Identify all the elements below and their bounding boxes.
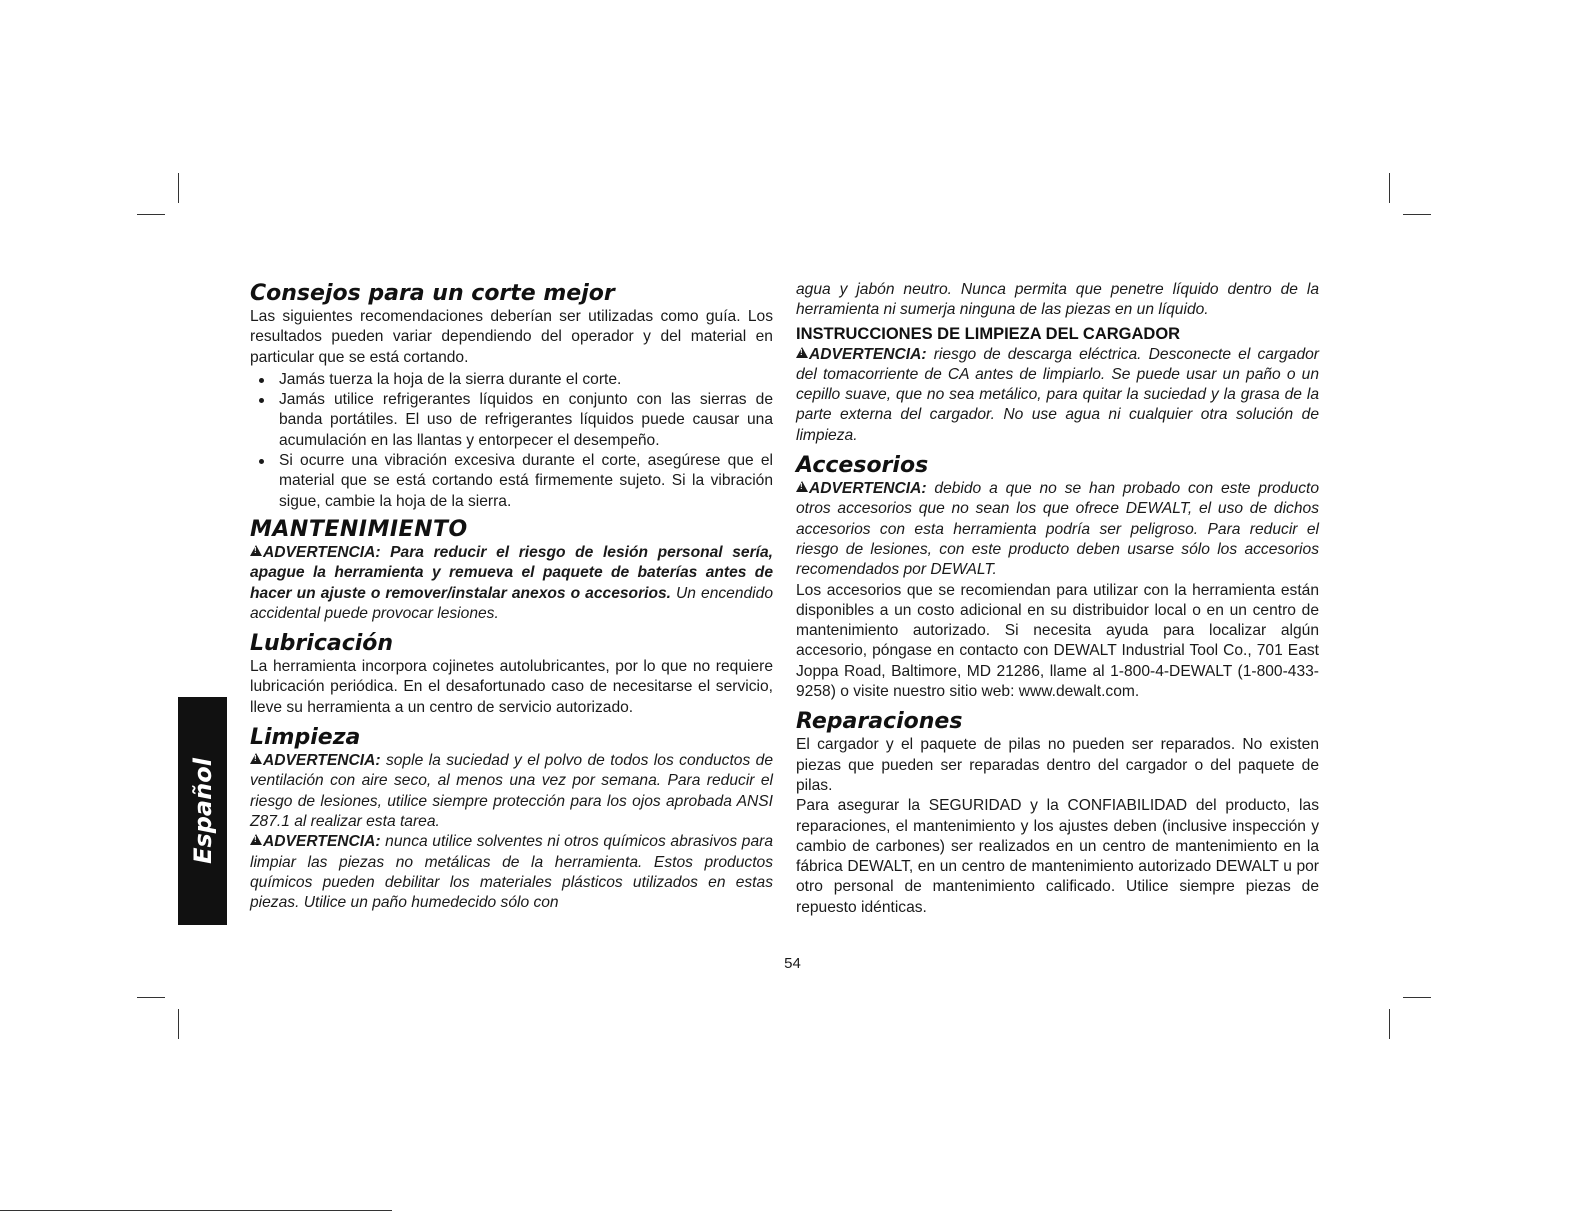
crop-mark [1403,997,1431,998]
accesorios-text: Los accesorios que se recomiendan para utilizar con la herramienta están disponibles a un costo adicional en su distribuidor local o en un centro de mantenimiento autorizado. Si necesita ayuda para localizar algún accesorio, póngase en contacto con DEWALT Industrial Tool Co., 701 East Joppa Road, Baltimore, MD 21286, llame al 1-800-4-DEWALT (1-800-433-9258) o visite nuestro sitio web: www.dewalt.com. [796,581,1319,701]
list-item: Si ocurre una vibración excesiva durante el corte, asegúrese que el material que se está cortando está firmemente sujeto. Si la vibración sigue, cambie la hoja de la sierra. [250,451,773,512]
limpieza-warning-1: !ADVERTENCIA: sople la suciedad y el polvo de todos los conductos de ventilación con aire seco, al menos una vez por semana. Para reducir el riesgo de lesiones, utilice siempre protección para los ojos aprobada ANSI Z87.1 al realizar esta tarea. [250,751,773,832]
language-tab-label: Español [188,758,217,864]
limpieza-warning-2: !ADVERTENCIA: nunca utilice solventes ni otros químicos abrasivos para limpiar las piezas no metálicas de la herramienta. Estos productos químicos pueden debilitar los materiales plásticos utilizados en estas piezas. Utilice un paño humedecido sólo con [250,832,773,913]
limpieza-heading: Limpieza [250,725,361,751]
bottom-rule [0,1210,392,1211]
warning-triangle-icon [796,347,808,358]
consejos-list [250,370,773,512]
bullet-icon [259,378,264,383]
warning-triangle-icon [250,545,262,556]
crop-mark [1389,1009,1390,1039]
accesorios-heading: Accesorios [796,453,929,479]
bullet-icon [259,459,264,464]
accesorios-warning: !ADVERTENCIA: debido a que no se han probado con este producto otros accesorios que no sean los que ofrece DEWALT, el uso de dichos accesorios con esta herramienta podría ser peligroso. Para reducir el riesgo de lesiones, con este producto deben usarse sólo los accesorios recomendados por DEWALT. [796,479,1319,580]
page-number: 54 [784,955,801,972]
crop-mark [1389,173,1390,203]
crop-mark [137,997,165,998]
lubricacion-text: La herramienta incorpora cojinetes autolubricantes, por lo que no requiere lubricación periódica. En el desafortunado caso de necesitarse el servicio, lleve su herramienta a un centro de servicio autorizado. [250,658,773,716]
crop-mark [178,1009,179,1039]
consejos-intro: Las siguientes recomendaciones deberían ser utilizadas como guía. Los resultados pueden variar dependiendo del operador y del material en particular que se está cortando. [250,308,773,366]
list-item: Jamás utilice refrigerantes líquidos en conjunto con las sierras de banda portátiles. El uso de refrigerantes líquidos puede causar una acumulación en las llantas y entorpecer el desempeño. [250,390,773,451]
mantenimiento-heading: MANTENIMIENTO [250,516,468,542]
list-item: Jamás tuerza la hoja de la sierra durante el corte. [250,370,773,390]
crop-mark [1403,214,1431,215]
left-column [250,280,773,913]
consejos-heading: Consejos para un corte mejor [250,281,615,306]
cargador-heading: INSTRUCCIONES DE LIMPIEZA DEL CARGADOR [796,324,1181,343]
reparaciones-text-2: Para asegurar la SEGURIDAD y la CONFIABILIDAD del producto, las reparaciones, el mantenimiento y los ajustes deben (inclusive inspección y cambio de carbones) ser realizados en un centro de mantenimiento en la fábrica DEWALT, en un centro de mantenimiento autorizado DEWALT u por otro personal de mantenimiento calificado. Utilice siempre piezas de repuesto idénticas. [796,797,1319,916]
crop-mark [137,214,165,215]
lubricacion-heading: Lubricación [250,631,394,657]
mantenimiento-warning: !ADVERTENCIA: Para reducir el riesgo de lesión personal sería, apague la herramienta y remueva el paquete de baterías antes de hacer un ajuste o remover/instalar anexos o accesorios. Un encendido accidental puede provocar lesiones. [250,543,773,624]
language-tab [178,697,227,925]
bullet-icon [259,398,264,403]
cargador-warning: !ADVERTENCIA: riesgo de descarga eléctrica. Desconecte el cargador del tomacorriente de CA antes de limpiarlo. Se puede usar un paño o un cepillo suave, que no sea metálico, para quitar la suciedad y la grasa de la parte externa del cargador. No use agua ni cualquier otra solución de limpieza. [796,345,1319,446]
warning-triangle-icon [250,753,262,764]
reparaciones-heading: Reparaciones [796,709,963,735]
right-column [796,280,1319,918]
crop-mark [178,173,179,203]
limpieza-continued: agua y jabón neutro. Nunca permita que penetre líquido dentro de la herramienta ni sumerja ninguna de las piezas en un líquido. [796,281,1319,319]
warning-triangle-icon [250,834,262,845]
reparaciones-text-1: El cargador y el paquete de pilas no pueden ser reparados. No existen piezas que pueden ser reparadas dentro del cargador o del paquete de pilas. [796,736,1319,794]
warning-triangle-icon [796,481,808,492]
